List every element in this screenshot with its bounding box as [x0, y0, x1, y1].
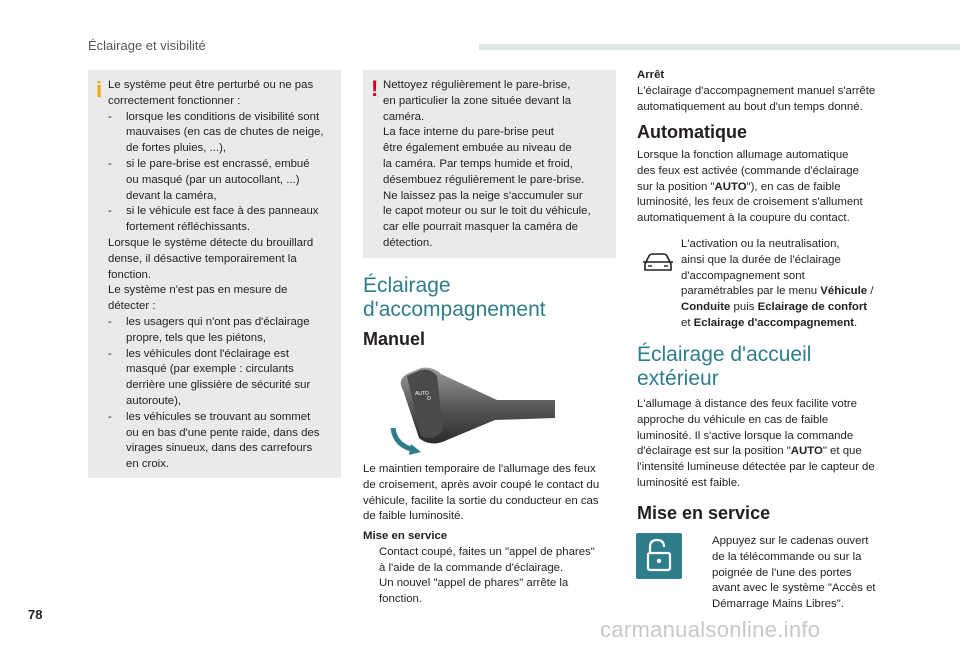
accompagnement-paragraph: Le maintien temporaire de l'allumage des feux de croisement, après avoir coupé le contact du véhicule, facilite la sortie du conducteur en cas de faible luminosité. [363, 463, 600, 523]
info-intro-line: correctement fonctionner : [108, 94, 241, 107]
warning-panel [363, 70, 616, 258]
info-intro-line: Le système peut être perturbé ou ne pas [108, 79, 314, 91]
list-item: - si le véhicule est face à des panneaux fortement réfléchissants. [108, 205, 319, 234]
header-bar [479, 44, 960, 50]
arret-block: Arrêt L'éclairage d'accompagnement manuel s'arrête automatiquement au bout d'un temps donné. [637, 68, 897, 115]
lighting-stalk-illustration [385, 360, 565, 455]
open-padlock-icon [636, 533, 682, 579]
section-title-accueil: Éclairage d'accueil extérieur [637, 343, 812, 390]
list-item: - les véhicules se trouvant au sommet ou en bas d'une pente raide, dans des virages sinueux, dans des carrefours en croix. [108, 410, 320, 471]
warning-panel-text: Nettoyez régulièrement le pare-brise, en particulier la zone située devant la caméra. La face interne du pare-brise peut être également embuée au niveau de la caméra. Par temps humide et froid, désembuez régulièrement le pare-brise. Ne laissez pas la neige s'accumuler sur le capot moteur ou sur le toit du véhicule, car elle pourrait masquer la caméra de détection. [383, 79, 591, 249]
list-item: Appuyez sur le cadenas ouvert de la télécommande ou sur la poignée de l'une des portes avant avec le système "Accès et Démarrage Mains Libres". [712, 535, 876, 611]
list-item: - les véhicules dont l'éclairage est masqué (par exemple : circulants derrière une glissière de sécurité sur autoroute), [108, 347, 311, 407]
info-icon: i [96, 77, 103, 102]
section-title-accompagnement: Éclairage d'accompagnement [363, 274, 546, 321]
list-item: - si le pare-brise est encrassé, embué ou masqué (par un autocollant, ...) devant la caméra, [108, 157, 310, 202]
accueil-paragraph: L'allumage à distance des feux facilite votre approche du véhicule en cas de faible luminosité. Il s'active lorsque la commande d'éclairage est sur la position "AUTO" et que l'intensité lumineuse détectée par le capteur de luminosité est faible. [637, 398, 875, 489]
list-item: - lorsque les conditions de visibilité sont mauvaises (en cas de chutes de neige, de fortes pluies, ...), [108, 110, 324, 155]
arret-title: Arrêt [637, 69, 665, 81]
mise-en-service-title: Mise en service [637, 503, 771, 523]
stalk-label-o: O [427, 396, 431, 402]
manuel-title: Manuel [363, 329, 426, 349]
car-settings-icon [641, 250, 675, 274]
automatique-paragraph: Lorsque la fonction allumage automatique des feux est activée (commande d'éclairage sur la position "AUTO"), en cas de faible luminosité, les feux de croisement s'allument automatiquement à la coupure du contact. [637, 149, 863, 225]
list-item: Contact coupé, faites un "appel de phares" à l'aide de la commande d'éclairage. [379, 545, 595, 574]
page-number: 78 [28, 607, 43, 622]
mise-title: Mise en service [363, 530, 448, 542]
info-panel-text: Le système peut être perturbé ou ne pas correctement fonctionner : - lorsque les conditions de visibilité sont mauvaises (en cas de chutes de neige, de fortes pluies, ...), - si le pare-brise est encrassé, embué ou masqué (par un autocollant, ...) devant la caméra, - si le véhicule est face à des panneaux fortement réfléchissants. Lorsque le système détecte du brouillard dense, il désactive temporairement la fonction. Le système n'est pas en mesure de détecter : - les usagers qui n'ont pas d'éclairage propre, tels que les piétons, - les véhicules dont l'éclairage est masqué (par exemple : circulants derrière une glissière de sécurité sur autoroute), - les véhicules se trouvant au sommet ou en bas d'une pente raide, dans des virages sinueux, dans des carrefours en croix. [108, 78, 336, 473]
unlock-icon-box [636, 533, 682, 579]
automatique-title: Automatique [637, 122, 747, 142]
warning-icon: ! [371, 76, 379, 101]
info-panel [88, 70, 341, 478]
list-item: - les usagers qui n'ont pas d'éclairage propre, tels que les piétons, [108, 315, 310, 344]
arrow-head-icon [409, 444, 421, 455]
running-header: Éclairage et visibilité [88, 38, 206, 53]
watermark: carmanualsonline.info [600, 617, 821, 642]
stalk-label-auto: AUTO [415, 391, 429, 397]
mise-en-service-accueil [696, 534, 896, 613]
list-item: Un nouvel "appel de phares" arrête la fonction. [379, 577, 569, 606]
car-settings-note: L'activation ou la neutralisation, ainsi que la durée de l'éclairage d'accompagnement sont paramétrables par le menu Véhicule / Conduite puis Eclairage de confort et Eclairage d'accompagnement. [681, 238, 874, 329]
mise-en-service-manuel [363, 529, 615, 608]
